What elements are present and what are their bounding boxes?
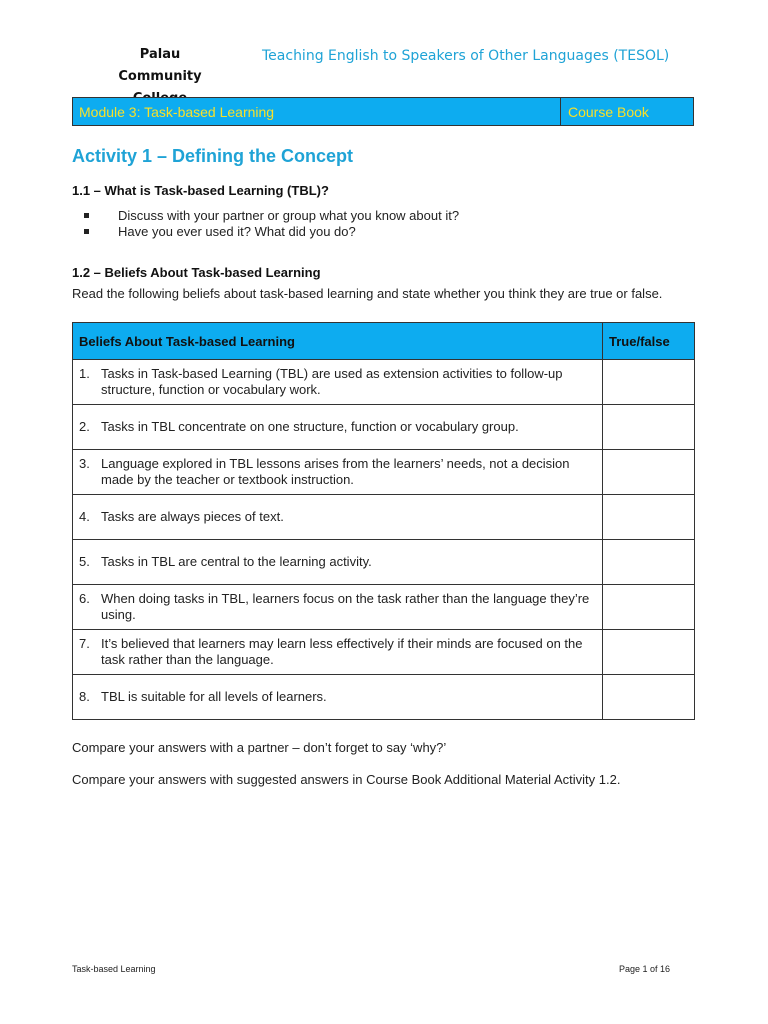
square-bullet-icon [84,229,89,234]
belief-text: Language explored in TBL lessons arises from the learners’ needs, not a decision made by the teacher or textbook instruction. [101,456,570,487]
belief-number: 1. [79,366,90,381]
compare-book-text: Compare your answers with suggested answers in Course Book Additional Material Activity 1.2. [72,772,621,787]
course-book-label: Course Book [568,103,649,120]
true-false-answer-cell[interactable] [603,450,695,495]
belief-text: Tasks in TBL are central to the learning activity. [101,554,372,569]
table-header-row [73,323,695,360]
activity-heading: Activity 1 – Defining the Concept [72,146,354,166]
page-number: Page 1 of 16 [619,964,671,974]
bullet-text: Discuss with your partner or group what you know about it? [118,208,460,223]
page-header [72,42,696,88]
true-false-column-header: True/false [603,323,695,360]
section-2-heading: 1.2 – Beliefs About Task-based Learning [72,265,321,280]
belief-text: Tasks in Task-based Learning (TBL) are used as extension activities to follow-up structure, function or vocabulary work. [101,366,563,397]
true-false-answer-cell[interactable] [603,675,695,720]
table-row [73,675,695,720]
bullet-item [72,224,459,240]
table-row [73,540,695,585]
true-false-answer-cell[interactable] [603,540,695,585]
belief-text: When doing tasks in TBL, learners focus on the task rather than the language they’re using. [101,591,590,622]
belief-number: 8. [79,689,90,704]
belief-text: Tasks in TBL concentrate on one structure, function or vocabulary group. [101,419,519,434]
beliefs-table [72,322,695,720]
course-title: Teaching English to Speakers of Other Languages (TESOL) [262,48,670,64]
true-false-answer-cell[interactable] [603,585,695,630]
true-false-answer-cell[interactable] [603,405,695,450]
belief-number: 2. [79,419,90,434]
belief-number: 6. [79,591,90,606]
bullet-item [72,208,459,224]
belief-text: It’s believed that learners may learn less effectively if their minds are focused on the task rather than the language. [101,636,583,667]
belief-number: 3. [79,456,90,471]
bullet-text: Have you ever used it? What did you do? [118,224,356,239]
table-row [73,450,695,495]
table-row [73,630,695,675]
module-bar [72,97,694,126]
table-row [73,585,695,630]
table-row [73,495,695,540]
compare-partner-text: Compare your answers with a partner – don’t forget to say ‘why?’ [72,740,447,755]
belief-number: 4. [79,509,90,524]
belief-text: Tasks are always pieces of text. [101,509,284,524]
true-false-answer-cell[interactable] [603,360,695,405]
module-title: Module 3: Task-based Learning [73,98,561,125]
discussion-bullets [72,208,459,240]
college-name: Palau Community [118,47,202,84]
belief-number: 7. [79,636,90,651]
section-1-heading: 1.1 – What is Task-based Learning (TBL)? [72,183,329,198]
table-row [73,360,695,405]
section-2-intro: Read the following beliefs about task-based learning and state whether you think they are true or false. [72,286,663,301]
belief-number: 5. [79,554,90,569]
belief-text: TBL is suitable for all levels of learners. [101,689,327,704]
beliefs-column-header: Beliefs About Task-based Learning [73,323,603,360]
true-false-answer-cell[interactable] [603,495,695,540]
true-false-answer-cell[interactable] [603,630,695,675]
table-row [73,405,695,450]
square-bullet-icon [84,213,89,218]
footer-title: Task-based Learning [72,964,156,974]
